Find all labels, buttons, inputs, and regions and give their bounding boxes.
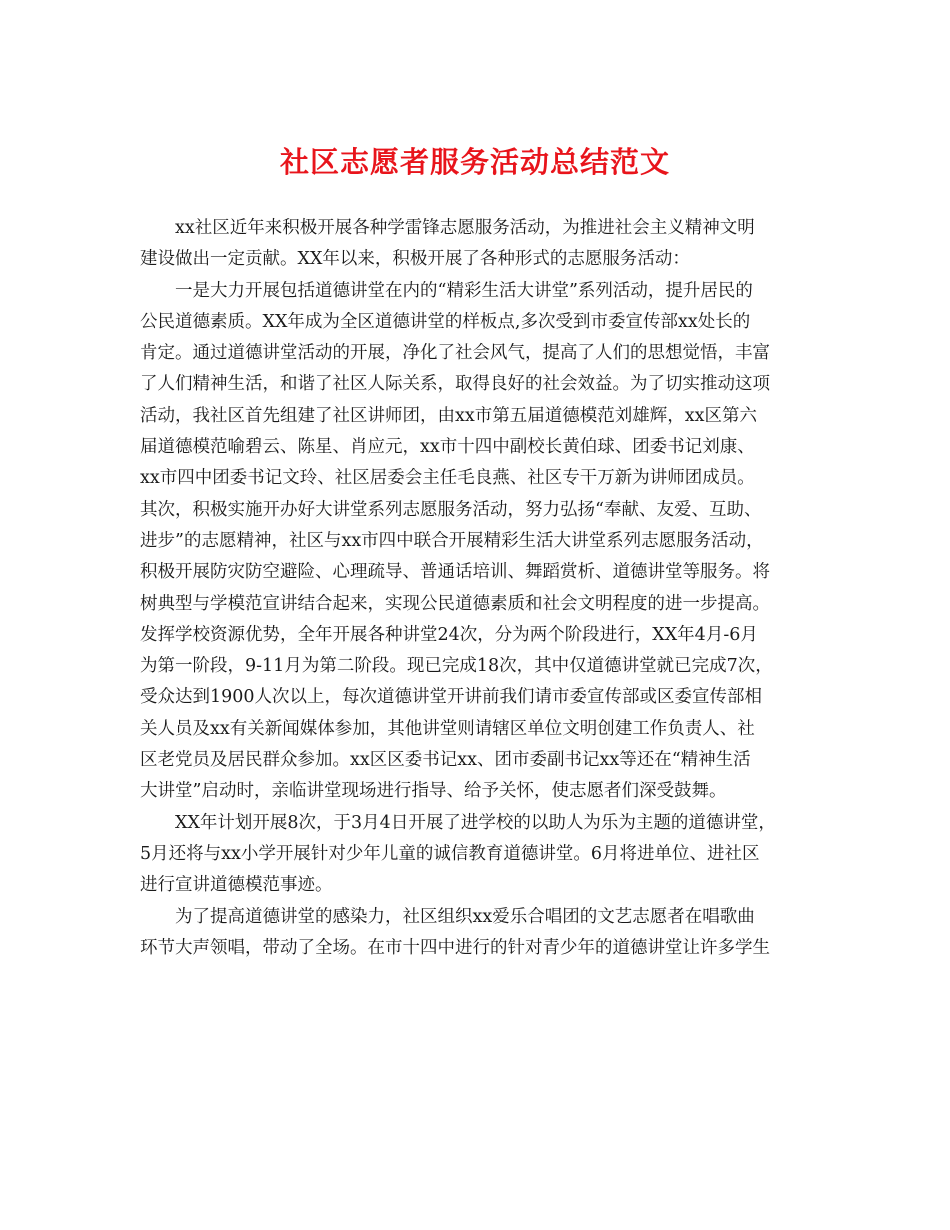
text-line: xx社区近年来积极开展各种学雷锋志愿服务活动，为推进社会主义精神文明 (175, 218, 755, 238)
text-line: 肯定。通过道德讲堂活动的开展，净化了社会风气，提高了人们的思想觉悟，丰富 (140, 343, 770, 364)
text-line: 进行宣讲道德模范事迹。 (140, 875, 333, 896)
text-line: 环节大声领唱，带动了全场。在市十四中进行的针对青少年的道德讲堂让许多学生 (140, 937, 770, 958)
text-line: 积极开展防灾防空避险、心理疏导、普通话培训、舞蹈赏析、道德讲堂等服务。将 (140, 562, 770, 583)
text-line: 发挥学校资源优势，全年开展各种讲堂24次，分为两个阶段进行，XX年4月-6月 (140, 624, 758, 645)
document-body (140, 213, 820, 964)
text-line: 为第一阶段，9-11月为第二阶段。现已完成18次，其中仅道德讲堂就已完成7次， (140, 656, 773, 677)
text-line: 了人们精神生活，和谐了社区人际关系，取得良好的社会效益。为了切实推动这项 (140, 374, 770, 395)
text-line: 受众达到1900人次以上，每次道德讲堂开讲前我们请市委宣传部或区委宣传部相 (140, 687, 763, 708)
text-line: 进步”的志愿精神，社区与xx市四中联合开展精彩生活大讲堂系列志愿服务活动， (140, 530, 764, 551)
text-line: 关人员及xx有关新闻媒体参加，其他讲堂则请辖区单位文明创建工作负责人、社 (140, 718, 755, 739)
document-title: 社区志愿者服务活动总结范文 (279, 145, 670, 179)
text-line: 一是大力开展包括道德讲堂在内的“精彩生活大讲堂”系列活动，提升居民的 (175, 280, 753, 301)
text-line: XX年计划开展8次，于3月4日开展了进学校的以助人为乐为主题的道德讲堂， (175, 812, 776, 833)
text-line: 大讲堂”启动时，亲临讲堂现场进行指导、给予关怀，使志愿者们深受鼓舞。 (140, 781, 727, 802)
text-line: 5月还将与xx小学开展针对少年儿童的诚信教育道德讲堂。6月将进单位、进社区 (140, 843, 760, 864)
text-line: 活动，我社区首先组建了社区讲师团，由xx市第五届道德模范刘雄辉，xx区第六 (140, 405, 757, 426)
text-line: 公民道德素质。XX年成为全区道德讲堂的样板点,多次受到市委宣传部xx处长的 (140, 311, 751, 332)
text-line: 树典型与学模范宣讲结合起来，实现公民道德素质和社会文明程度的进一步提高。 (140, 593, 770, 614)
text-line: 区老党员及居民群众参加。xx区区委书记xx、团市委副书记xx等还在“精神生活 (140, 750, 751, 771)
text-line: 建设做出一定贡献。XX年以来，积极开展了各种形式的志愿服务活动： (140, 249, 690, 270)
text-line: xx市四中团委书记文玲、社区居委会主任毛良燕、社区专干万新为讲师团成员。 (140, 468, 755, 489)
text-line: 为了提高道德讲堂的感染力，社区组织xx爱乐合唱团的文艺志愿者在唱歌曲 (175, 906, 755, 927)
text-line: 其次，积极实施开办好大讲堂系列志愿服务活动，努力弘扬“奉献、友爱、互助、 (140, 499, 762, 520)
text-line: 届道德模范喻碧云、陈星、肖应元，xx市十四中副校长黄伯球、团委书记刘康、 (140, 437, 755, 458)
